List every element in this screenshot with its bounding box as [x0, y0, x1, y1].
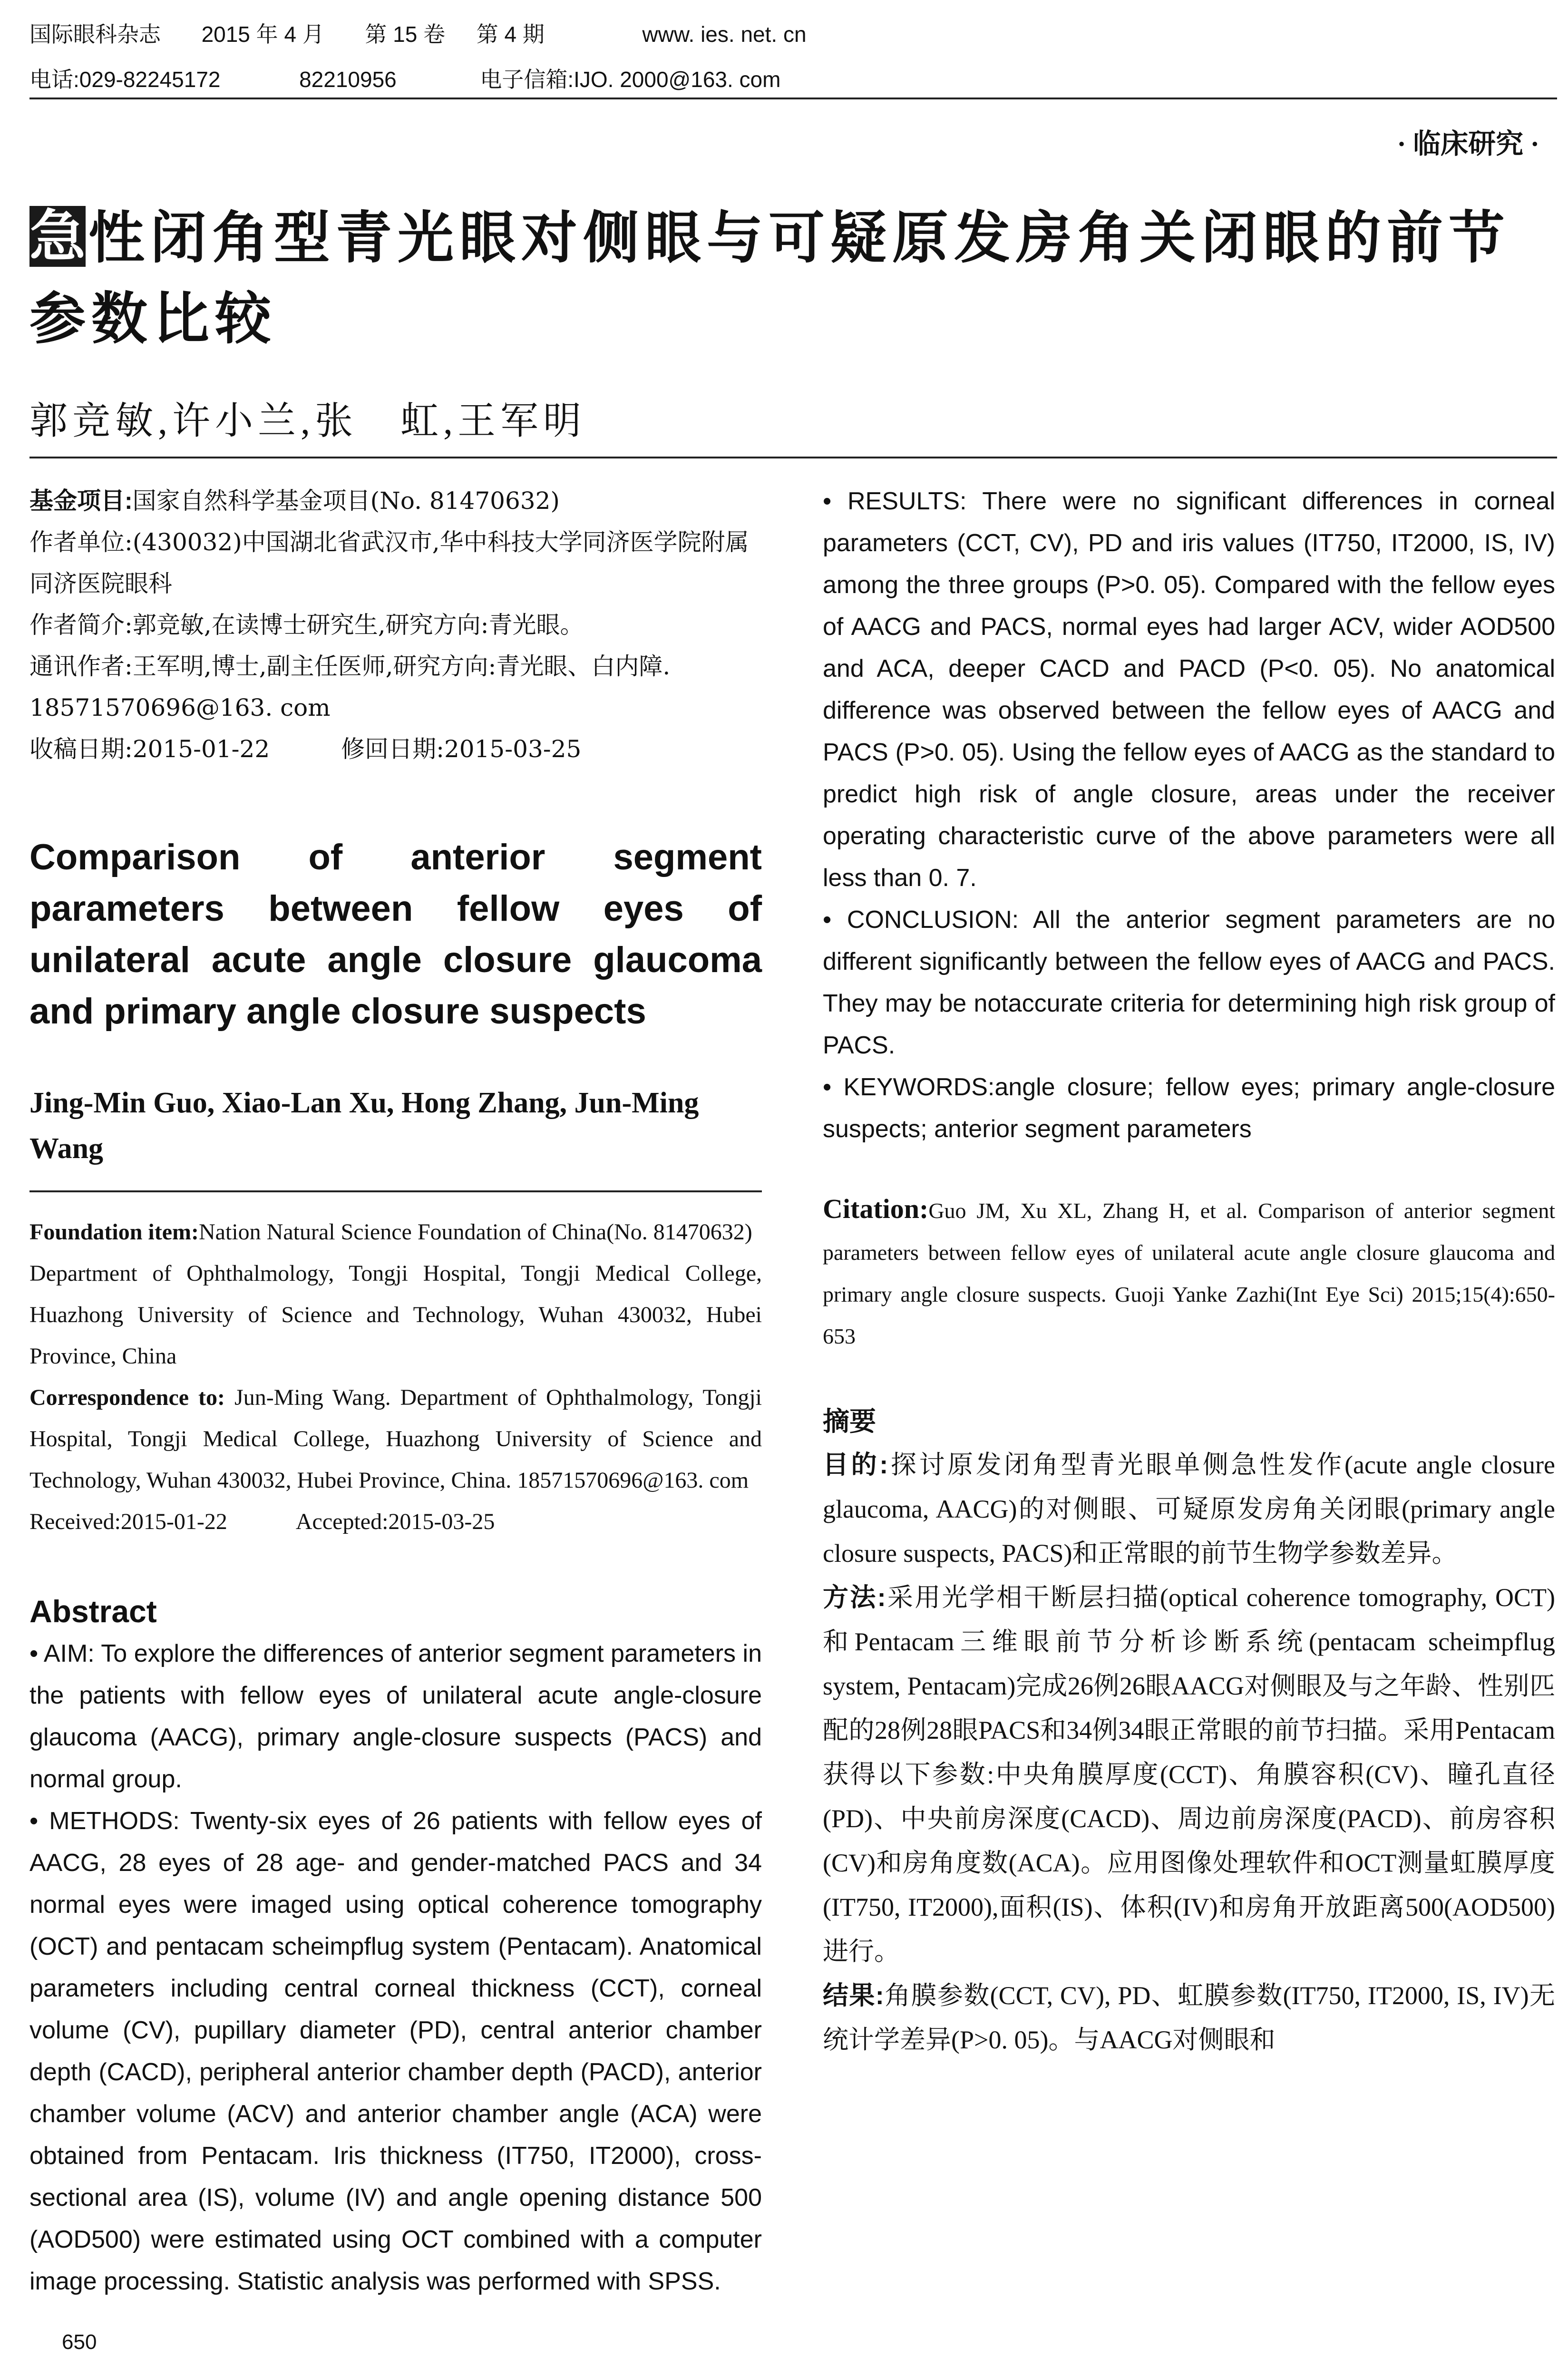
info-label: 作者简介: [29, 611, 133, 639]
info-text: 王军明,博士,副主任医师,研究方向:青光眼、白内障. 18571570696@163. com [29, 653, 671, 721]
article-title-cn [29, 197, 1551, 359]
volume: 第 15 卷 [365, 22, 446, 47]
results-label: RESULTS: [847, 487, 967, 515]
info-label: 作者单位: [29, 528, 133, 556]
info-text: 国家自然科学基金项目(No. 81470632) [132, 487, 560, 515]
zh-results-text: 角膜参数(CCT, CV), PD、虹膜参数(IT750, IT2000, IS, IV)无统计学差异(P>0. 05)。与AACG对侧眼和 [823, 1981, 1555, 2054]
foundation-text: Nation Natural Science Foundation of China(No. 81470632) [199, 1219, 752, 1245]
info-text: 2015-01-22 修回日期:2015-03-25 [132, 735, 582, 763]
citation-text: Guo JM, Xu XL, Zhang H, et al. Comparison of anterior segment parameters between fellow eyes of unilateral acute angle closure glaucoma and primary angle closure suspects. Guoji Yanke Zazhi(Int Eye Sci) 2015;15(4):650-653 [823, 1198, 1555, 1348]
phone-2: 82210956 [299, 67, 397, 92]
zh-methods-text: 采用光学相干断层扫描(optical coherence tomography, OCT)和Pentacam三维眼前节分析诊断系统(pentacam scheimpflug system, Pentacam)完成26例26眼AACG对侧眼及与之年龄、性别匹配的28例28眼PACS和34例34眼正常眼的前节扫描。采用Pentacam获得以下参数:中央角膜厚度(CCT)、角膜容积(CV)、瞳孔直径(PD)、中央前房深度(CACD)、周边前房深度(PACD)、前房容积(CV)和房角度数(ACA)。应用图像处理软件和OCT测量虹膜厚度(IT750, IT2000),面积(IS)、体积(IV)和房角开放距离500(AOD500)进行。 [823, 1583, 1555, 1966]
journal-name: 国际眼科杂志 [29, 22, 161, 47]
authors-en: Jing-Min Guo, Xiao-Lan Xu, Hong Zhang, Jun-Ming Wang [29, 1087, 699, 1165]
zh-abstract-heading: 摘要 [823, 1406, 876, 1436]
zh-aim-label: 目的: [823, 1451, 888, 1479]
journal-header-line2 [29, 64, 780, 95]
title-first-char: 急 [29, 204, 92, 269]
info-label: 收稿日期: [29, 735, 133, 763]
zh-abstract-body [823, 1443, 1555, 2062]
header-rule [29, 97, 1557, 99]
right-column [823, 480, 1555, 2062]
info-cn-block [29, 480, 762, 770]
abstract-results [823, 480, 1555, 899]
abstract-methods [29, 1800, 762, 2302]
phone-1: 电话:029-82245172 [29, 67, 221, 92]
zh-aim [823, 1443, 1555, 1576]
conclusion-text: All the anterior segment parameters are no different significantly between the fellow eyes of AACG and PACS. They may be notaccurate criteria for determining high risk group of PACS. [823, 906, 1555, 1059]
info-text: 郭竞敏,在读博士研究生,研究方向:青光眼。 [132, 611, 584, 639]
methods-text: Twenty-six eyes of 26 patients with fellow eyes of AACG, 28 eyes of 28 age- and gender-matched PACS and 34 normal eyes were imaged using optical coherence tomography (OCT) and pentacam scheimpflug system (Pentacam). Anatomical parameters including central corneal thickness (CCT), corneal volume (CV), pupillary diameter (PD), central anterior chamber depth (CACD), peripheral anterior chamber depth (PACD), anterior chamber volume (ACV) and anterior chamber angle (ACA) were obtained from Pentacam. Iris thickness (IT750, IT2000), cross-sectional area (IS), volume (IV) and angle opening distance 500 (AOD500) were estimated using OCT combined with a computer image processing. Statistic analysis was performed with SPSS. [29, 1807, 762, 2295]
title-rest: 性闭角型青光眼对侧眼与可疑原发房角关闭眼的前节参数比较 [29, 205, 1511, 351]
correspondence-en [29, 1377, 762, 1501]
info-cn-correspondence [29, 646, 762, 729]
zh-methods [823, 1576, 1555, 1974]
abstract-conclusion [823, 899, 1555, 1066]
received-accepted: Received:2015-01-22 Accepted:2015-03-25 [29, 1509, 495, 1534]
citation-block [823, 1188, 1555, 1357]
left-column [29, 480, 762, 2302]
zh-aim-text: 探讨原发闭角型青光眼单侧急性发作(acute angle closure glaucoma, AACG)的对侧眼、可疑原发房角关闭眼(primary angle closure suspects, PACS)和正常眼的前节生物学参数差异。 [823, 1451, 1555, 1568]
section-label: · 临床研究 · [1397, 128, 1539, 159]
info-label: 通讯作者: [29, 653, 133, 680]
department-en: Department of Ophthalmology, Tongji Hospital, Tongji Medical College, Huazhong University of Science and Technology, Wuhan 430032, Hubei Province, China [29, 1261, 762, 1369]
keywords-text: angle closure; fellow eyes; primary angle-closure suspects; anterior segment parameters [823, 1073, 1556, 1143]
foundation-en [29, 1211, 762, 1253]
correspondence-label: Correspondence to: [29, 1385, 225, 1410]
methods-label: METHODS: [49, 1807, 180, 1835]
abstract-aim [29, 1633, 762, 1800]
citation-label: Citation: [823, 1193, 929, 1224]
info-text: (430032)中国湖北省武汉市,华中科技大学同济医学院附属同济医院眼科 [29, 528, 749, 597]
conclusion-label: CONCLUSION: [847, 906, 1019, 934]
info-label: 基金项目: [29, 487, 133, 514]
abstract-keywords [823, 1066, 1555, 1150]
zh-methods-label: 方法: [823, 1583, 886, 1612]
correspondence-text: Jun-Ming Wang. Department of Ophthalmology, Tongji Hospital, Tongji Medical College, Huazhong University of Science and Technology, Wuhan 430032, Hubei Province, China. 18571570696@163. com [29, 1385, 762, 1493]
info-cn-affiliation [29, 522, 762, 604]
journal-website: www. ies. net. cn [642, 22, 807, 47]
info-cn-bio [29, 604, 762, 646]
article-title-en: Comparison of anterior segment parameters between fellow eyes of unilateral acute angle closure glaucoma and primary angle closure suspects [29, 837, 762, 1032]
authors-cn: 郭竞敏,许小兰,张 虹,王军明 [29, 400, 586, 442]
issue-date: 2015 年 4 月 [201, 22, 324, 47]
issue-number: 第 4 期 [476, 22, 545, 47]
title-rule [29, 457, 1557, 458]
zh-results-label: 结果: [823, 1981, 884, 2010]
info-en-block [29, 1211, 762, 1542]
info-cn-dates [29, 729, 762, 770]
journal-header-line1 [29, 19, 807, 49]
foundation-label: Foundation item: [29, 1219, 199, 1245]
page-number: 650 [62, 2330, 97, 2354]
keywords-label: KEYWORDS: [843, 1073, 995, 1101]
aim-label: AIM: [43, 1640, 95, 1667]
zh-results [823, 1974, 1555, 2062]
journal-email: 电子信箱:IJO. 2000@163. com [480, 67, 781, 92]
abstract-heading: Abstract [29, 1594, 157, 1629]
results-text: There were no significant differences in corneal parameters (CCT, CV), PD and iris values (IT750, IT2000, IS, IV) among the three groups (P>0. 05). Compared with the fellow eyes of AACG and PACS, normal eyes had larger ACV, wider AOD500 and ACA, deeper CACD and PACD (P<0. 05). No anatomical difference was observed between the fellow eyes of AACG and PACS (P>0. 05). Using the fellow eyes of AACG as the standard to predict high risk of angle closure, areas under the receiver operating characteristic curve of the above parameters were all less than 0. 7. [823, 487, 1555, 892]
aim-text: To explore the differences of anterior segment parameters in the patients with fellow eyes of unilateral acute angle-closure glaucoma (AACG), primary angle-closure suspects (PACS) and normal group. [29, 1640, 762, 1793]
info-cn-foundation [29, 480, 762, 522]
